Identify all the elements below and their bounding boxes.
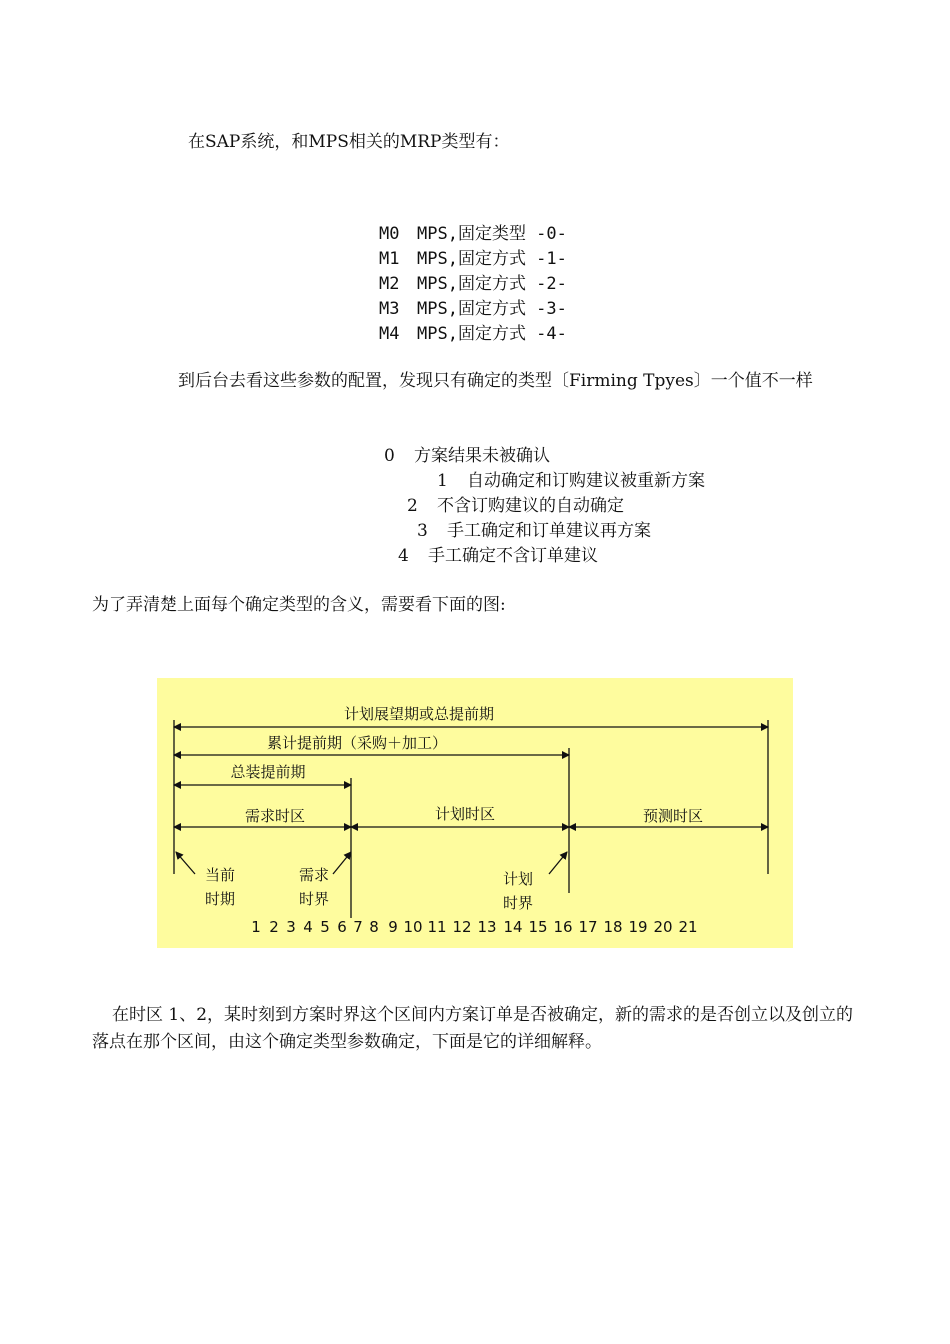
mrp-type-row (379, 247, 567, 272)
mrp-code: M2 (379, 274, 400, 294)
mrp-type-row (379, 322, 567, 347)
period-number: 19 (628, 918, 648, 936)
period-number: 21 (678, 918, 698, 936)
period-number: 8 (369, 918, 379, 936)
mrp-code: M1 (379, 249, 400, 269)
period-number: 13 (477, 918, 497, 936)
firming-num: 3 (417, 521, 428, 541)
current-period-label: 当前 (205, 866, 236, 884)
plan-fence-label: 时界 (503, 894, 534, 912)
firming-text: 自动确定和订购建议被重新方案 (467, 471, 705, 491)
firming-type-item (437, 466, 705, 491)
forecast-zone-label: 预测时区 (642, 807, 704, 825)
demand-fence-label: 需求 (299, 866, 330, 884)
planning-horizon-label: 计划展望期或总提前期 (343, 705, 495, 723)
mrp-code: M3 (379, 299, 400, 319)
period-number: 11 (427, 918, 447, 936)
mrp-desc: MPS,固定方式 -3- (417, 299, 567, 319)
period-number: 2 (269, 918, 279, 936)
firming-type-item (384, 441, 550, 466)
current-period-label: 时期 (205, 890, 236, 908)
mrp-desc: MPS,固定方式 -4- (417, 324, 567, 344)
period-number: 10 (403, 918, 423, 936)
period-number-axis (251, 918, 697, 936)
firming-text: 手工确定不含订单建议 (428, 546, 598, 566)
period-number: 17 (578, 918, 598, 936)
firming-types-paragraph: 到后台去看这些参数的配置，发现只有确定的类型〔Firming Tpyes〕一个值不一样 (178, 371, 813, 391)
firming-text: 不含订购建议的自动确定 (437, 496, 624, 516)
plan-fence-pointer (549, 852, 567, 874)
firming-type-item (417, 516, 651, 541)
mrp-code: M4 (379, 324, 400, 344)
firming-num: 2 (407, 496, 418, 516)
mrp-type-row (379, 272, 567, 297)
period-number: 3 (286, 918, 296, 936)
plan-zone-label: 计划时区 (434, 805, 496, 823)
period-number: 6 (337, 918, 347, 936)
firming-num: 0 (384, 446, 395, 466)
mrp-code: M0 (379, 224, 400, 244)
demand-fence-label: 时界 (299, 890, 330, 908)
intro-text: 在SAP系统，和MPS相关的MRP类型有： (188, 132, 510, 152)
diagram-intro-text: 为了弄清楚上面每个确定类型的含义，需要看下面的图: (92, 595, 506, 615)
time-fence-svg (157, 678, 793, 948)
period-number: 14 (503, 918, 523, 936)
firming-num: 4 (398, 546, 409, 566)
period-number: 20 (653, 918, 673, 936)
mrp-type-list (379, 222, 567, 347)
firming-type-item (398, 541, 598, 566)
demand-zone-label: 需求时区 (244, 807, 306, 825)
current-period-pointer (176, 852, 195, 874)
firming-text: 方案结果未被确认 (414, 446, 550, 466)
period-number: 9 (388, 918, 398, 936)
mrp-desc: MPS,固定方式 -2- (417, 274, 567, 294)
firming-type-item (407, 491, 624, 516)
mrp-type-row (379, 297, 567, 322)
cumulative-lead-label: 累计提前期（采购＋加工） (266, 734, 448, 752)
plan-fence-label: 计划 (503, 870, 534, 888)
mrp-type-row (379, 222, 567, 247)
mrp-desc: MPS,固定类型 -0- (417, 224, 567, 244)
period-number: 5 (320, 918, 330, 936)
period-number: 1 (251, 918, 261, 936)
period-number: 7 (353, 918, 363, 936)
period-number: 12 (452, 918, 472, 936)
demand-fence-pointer (333, 852, 351, 874)
firming-num: 1 (437, 471, 448, 491)
time-fence-diagram (157, 678, 793, 948)
period-number: 16 (553, 918, 573, 936)
assembly-lead-label: 总装提前期 (230, 763, 306, 781)
mrp-desc: MPS,固定方式 -1- (417, 249, 567, 269)
period-number: 15 (528, 918, 548, 936)
closing-paragraph: 在时区 1、2，某时刻到方案时界这个区间内方案订单是否被确定，新的需求的是否创立以及创立的落点在那个区间，由这个确定类型参数确定，下面是它的详细解释。 (92, 1005, 854, 1052)
firming-text: 手工确定和订单建议再方案 (447, 521, 651, 541)
period-number: 4 (303, 918, 313, 936)
period-number: 18 (603, 918, 623, 936)
